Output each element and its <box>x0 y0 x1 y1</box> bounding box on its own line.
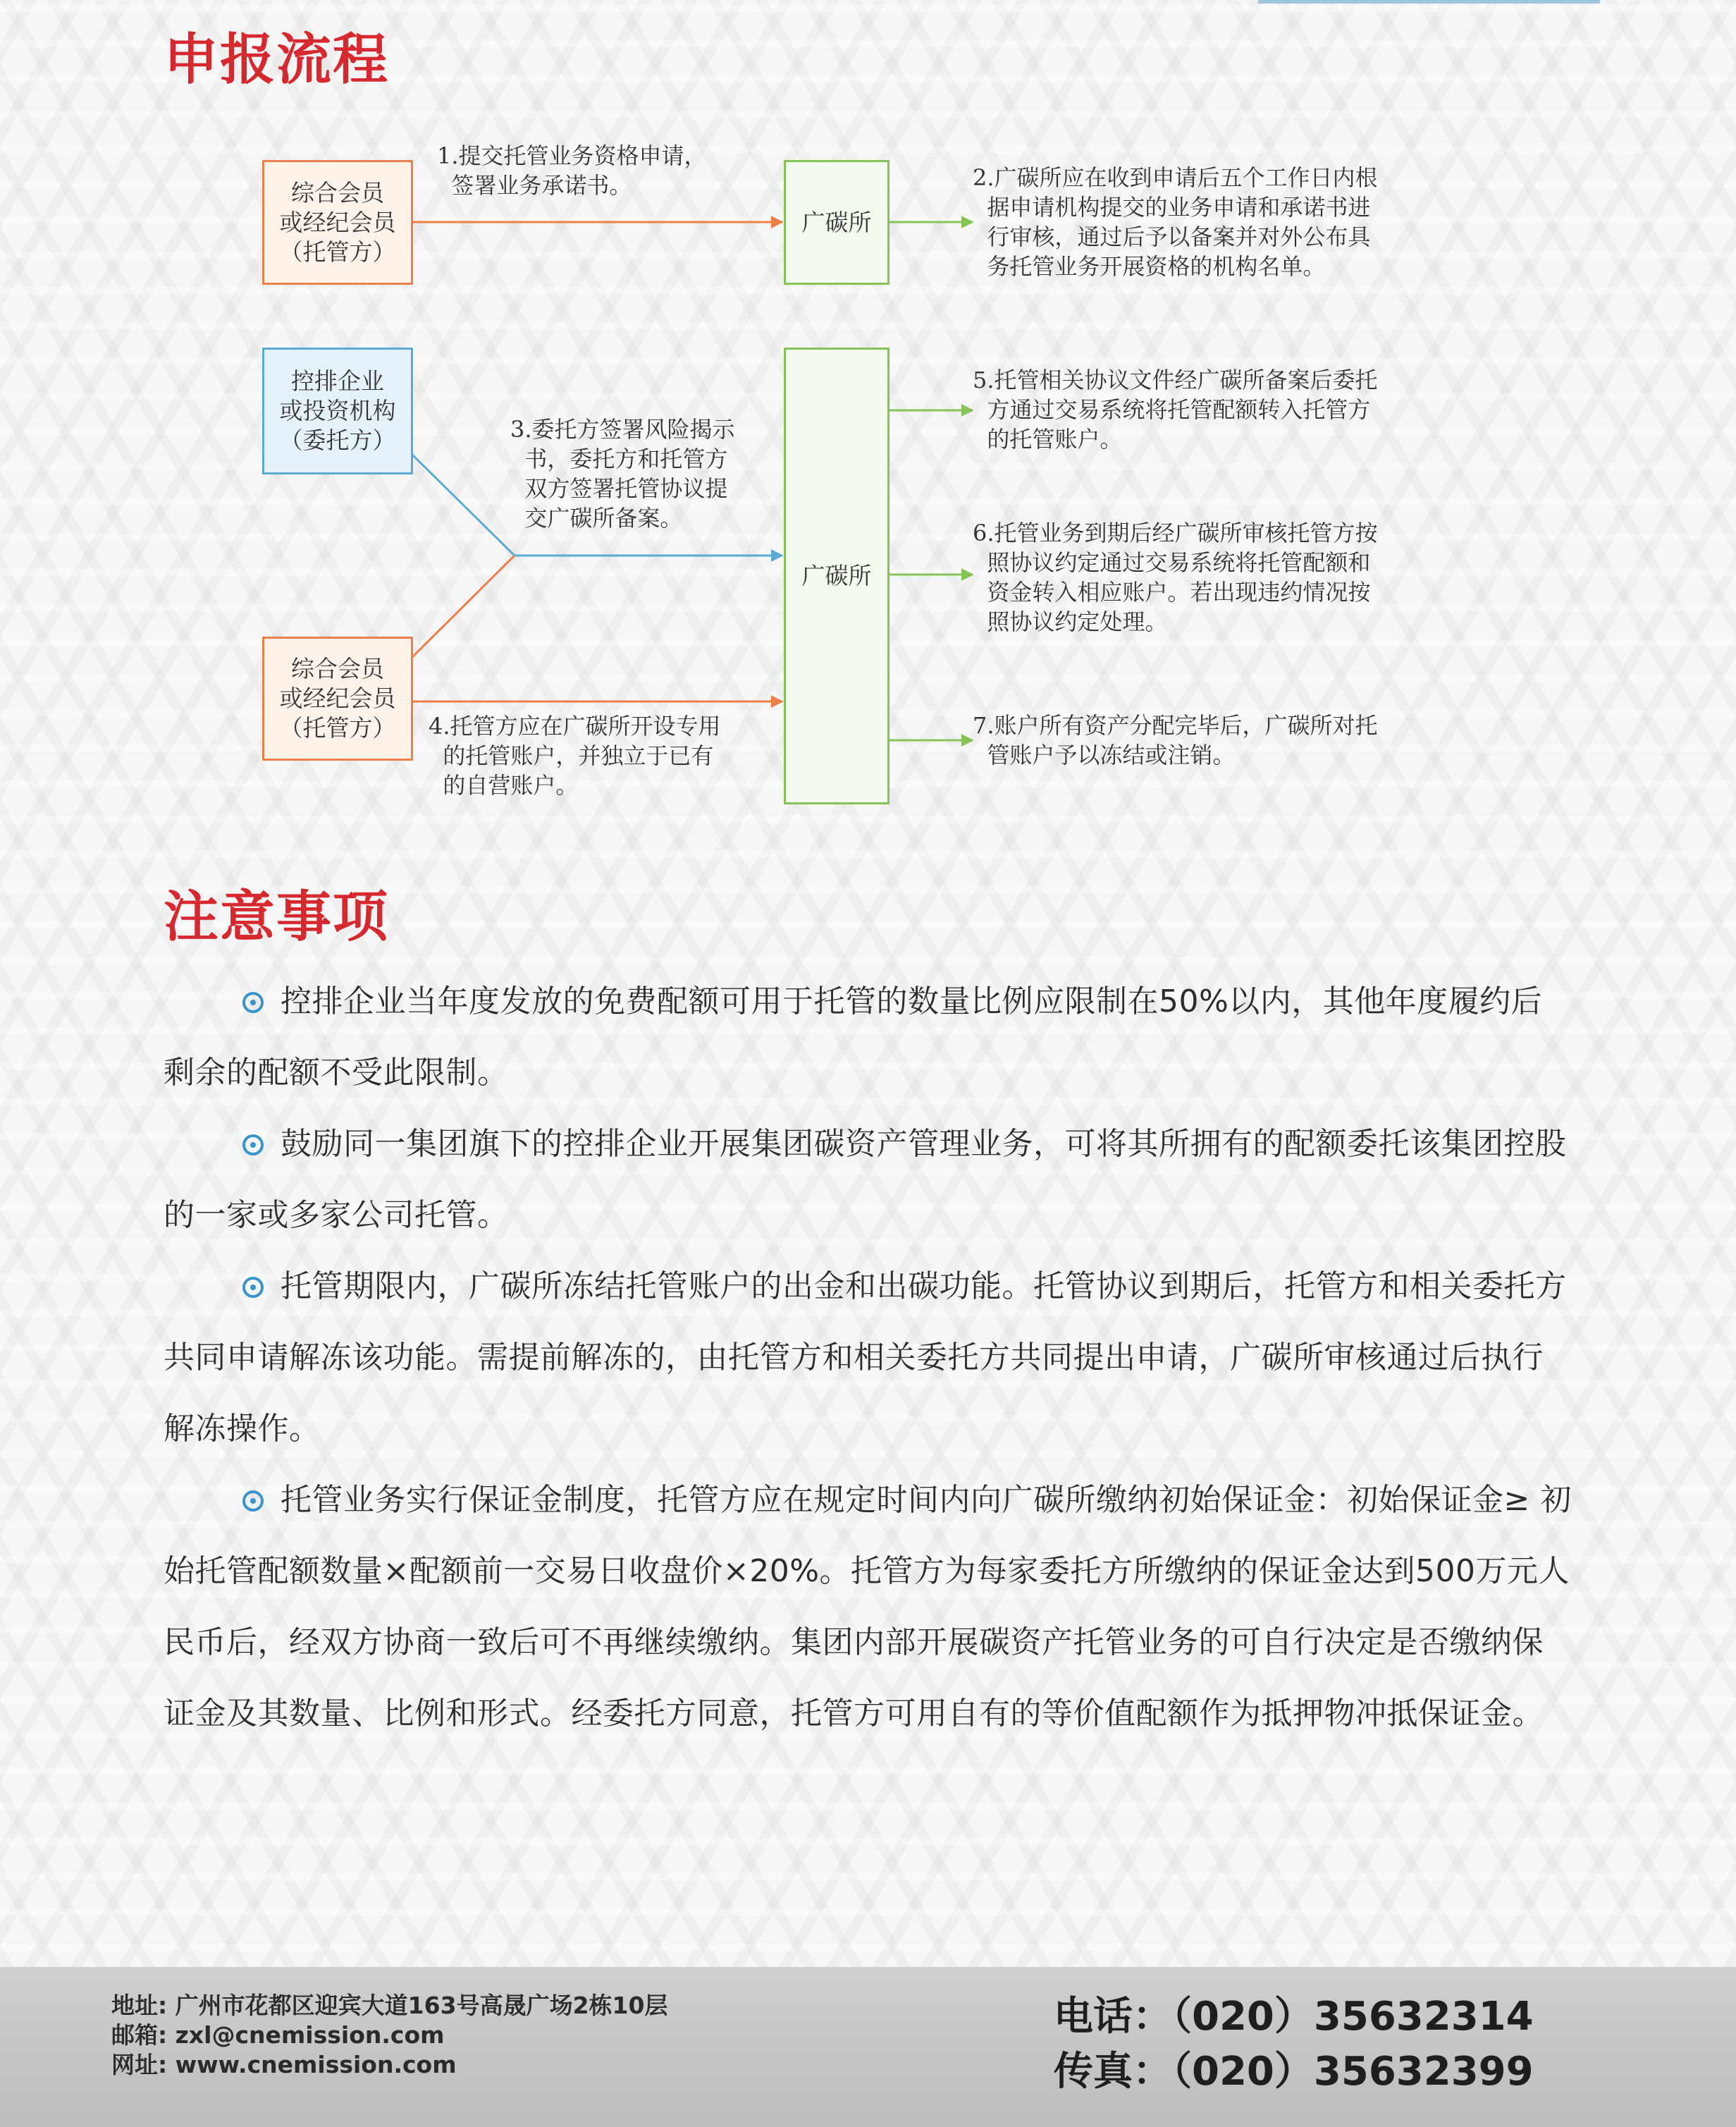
note-item-1: 控排企业当年度发放的免费配额可用于托管的数量比例应限制在50%以内，其他年度履约后剩余的配额不受此限制。 <box>164 983 1543 1091</box>
step6-text: 6.托管业务到期后经广碳所审核托管方按 照协议约定通过交易系统将托管配额和 资金转入相应账户。若出现违约情况按 照协议约定处理。 <box>973 520 1378 635</box>
note-item-4: 托管业务实行保证金制度，托管方应在规定时间内向广碳所缴纳初始保证金：初始保证金≥ 初始托管配额数量×配额前一交易日收盘价×20%。托管方为每家委托方所缴纳的保证金达到500万元人民币后，经双方协商一致后可不再继续缴纳。集团内部开展碳资产托管业务的可自行决定是否缴纳保证金及其数量、比例和形式。经委托方同意，托管方可用自有的等价值配额作为抵押物冲抵保证金。 <box>164 1482 1572 1731</box>
step4-text: 4.托管方应在广碳所开设专用 的托管账户，并独立于已有 的自营账户。 <box>429 713 721 799</box>
footer-contact-block <box>111 1991 667 2080</box>
footer-website[interactable]: 网址: www.cnemission.com <box>111 2051 457 2078</box>
footer-fax: 传真：（020）35632399 <box>1054 2049 1534 2095</box>
box-enterprise: 控排企业 或投资机构 （委托方） <box>262 348 413 474</box>
box-gts-top: 广碳所 <box>784 160 889 285</box>
circle-bullet-icon <box>242 992 264 1013</box>
footer-address: 地址: 广州市花都区迎宾大道163号高晟广场2栋10层 <box>111 1992 668 2019</box>
footer-phone: 电话：（020）35632314 <box>1054 1994 1534 2040</box>
notes-section-title: 注意事项 <box>164 885 390 949</box>
box-gts-main: 广碳所 <box>784 348 889 804</box>
step2-text: 2.广碳所应在收到申请后五个工作日内根 据申请机构提交的业务申请和承诺书进 行审核，通过后予以备案并对外公布具 务托管业务开展资格的机构名单。 <box>973 164 1378 280</box>
circle-bullet-icon <box>242 1277 264 1298</box>
step5-text: 5.托管相关协议文件经广碳所备案后委托 方通过交易系统将托管配额转入托管方 的托管账户。 <box>973 367 1378 453</box>
notes-list <box>164 966 1573 1749</box>
footer-email[interactable]: 邮箱: zxl@cnemission.com <box>111 2021 445 2049</box>
note-item-3: 托管期限内，广碳所冻结托管账户的出金和出碳功能。托管协议到期后，托管方和相关委托方共同申请解冻该功能。需提前解冻的，由托管方和相关委托方共同提出申请，广碳所审核通过后执行解冻操作。 <box>164 1268 1567 1447</box>
line-enterprise-merge <box>412 455 515 556</box>
footer-phone-block <box>1054 1990 1534 2100</box>
process-section-title: 申报流程 <box>164 28 390 92</box>
box-member-bottom: 综合会员 或经纪会员 （托管方） <box>262 637 413 761</box>
step7-text: 7.账户所有资产分配完毕后，广碳所对托 管账户予以冻结或注销。 <box>973 712 1378 768</box>
circle-bullet-icon <box>242 1490 264 1512</box>
step3-text: 3.委托方签署风险揭示 书，委托方和托管方 双方签署托管协议提 交广碳所备案。 <box>510 416 735 532</box>
step1-text: 1.提交托管业务资格申请， 签署业务承诺书。 <box>437 142 707 199</box>
footer <box>0 1967 1736 2127</box>
box-member-top: 综合会员 或经纪会员 （托管方） <box>262 160 413 285</box>
circle-bullet-icon <box>242 1134 264 1156</box>
line-member-merge <box>412 556 515 657</box>
note-item-2: 鼓励同一集团旗下的控排企业开展集团碳资产管理业务，可将其所拥有的配额委托该集团控股的一家或多家公司托管。 <box>164 1126 1567 1233</box>
